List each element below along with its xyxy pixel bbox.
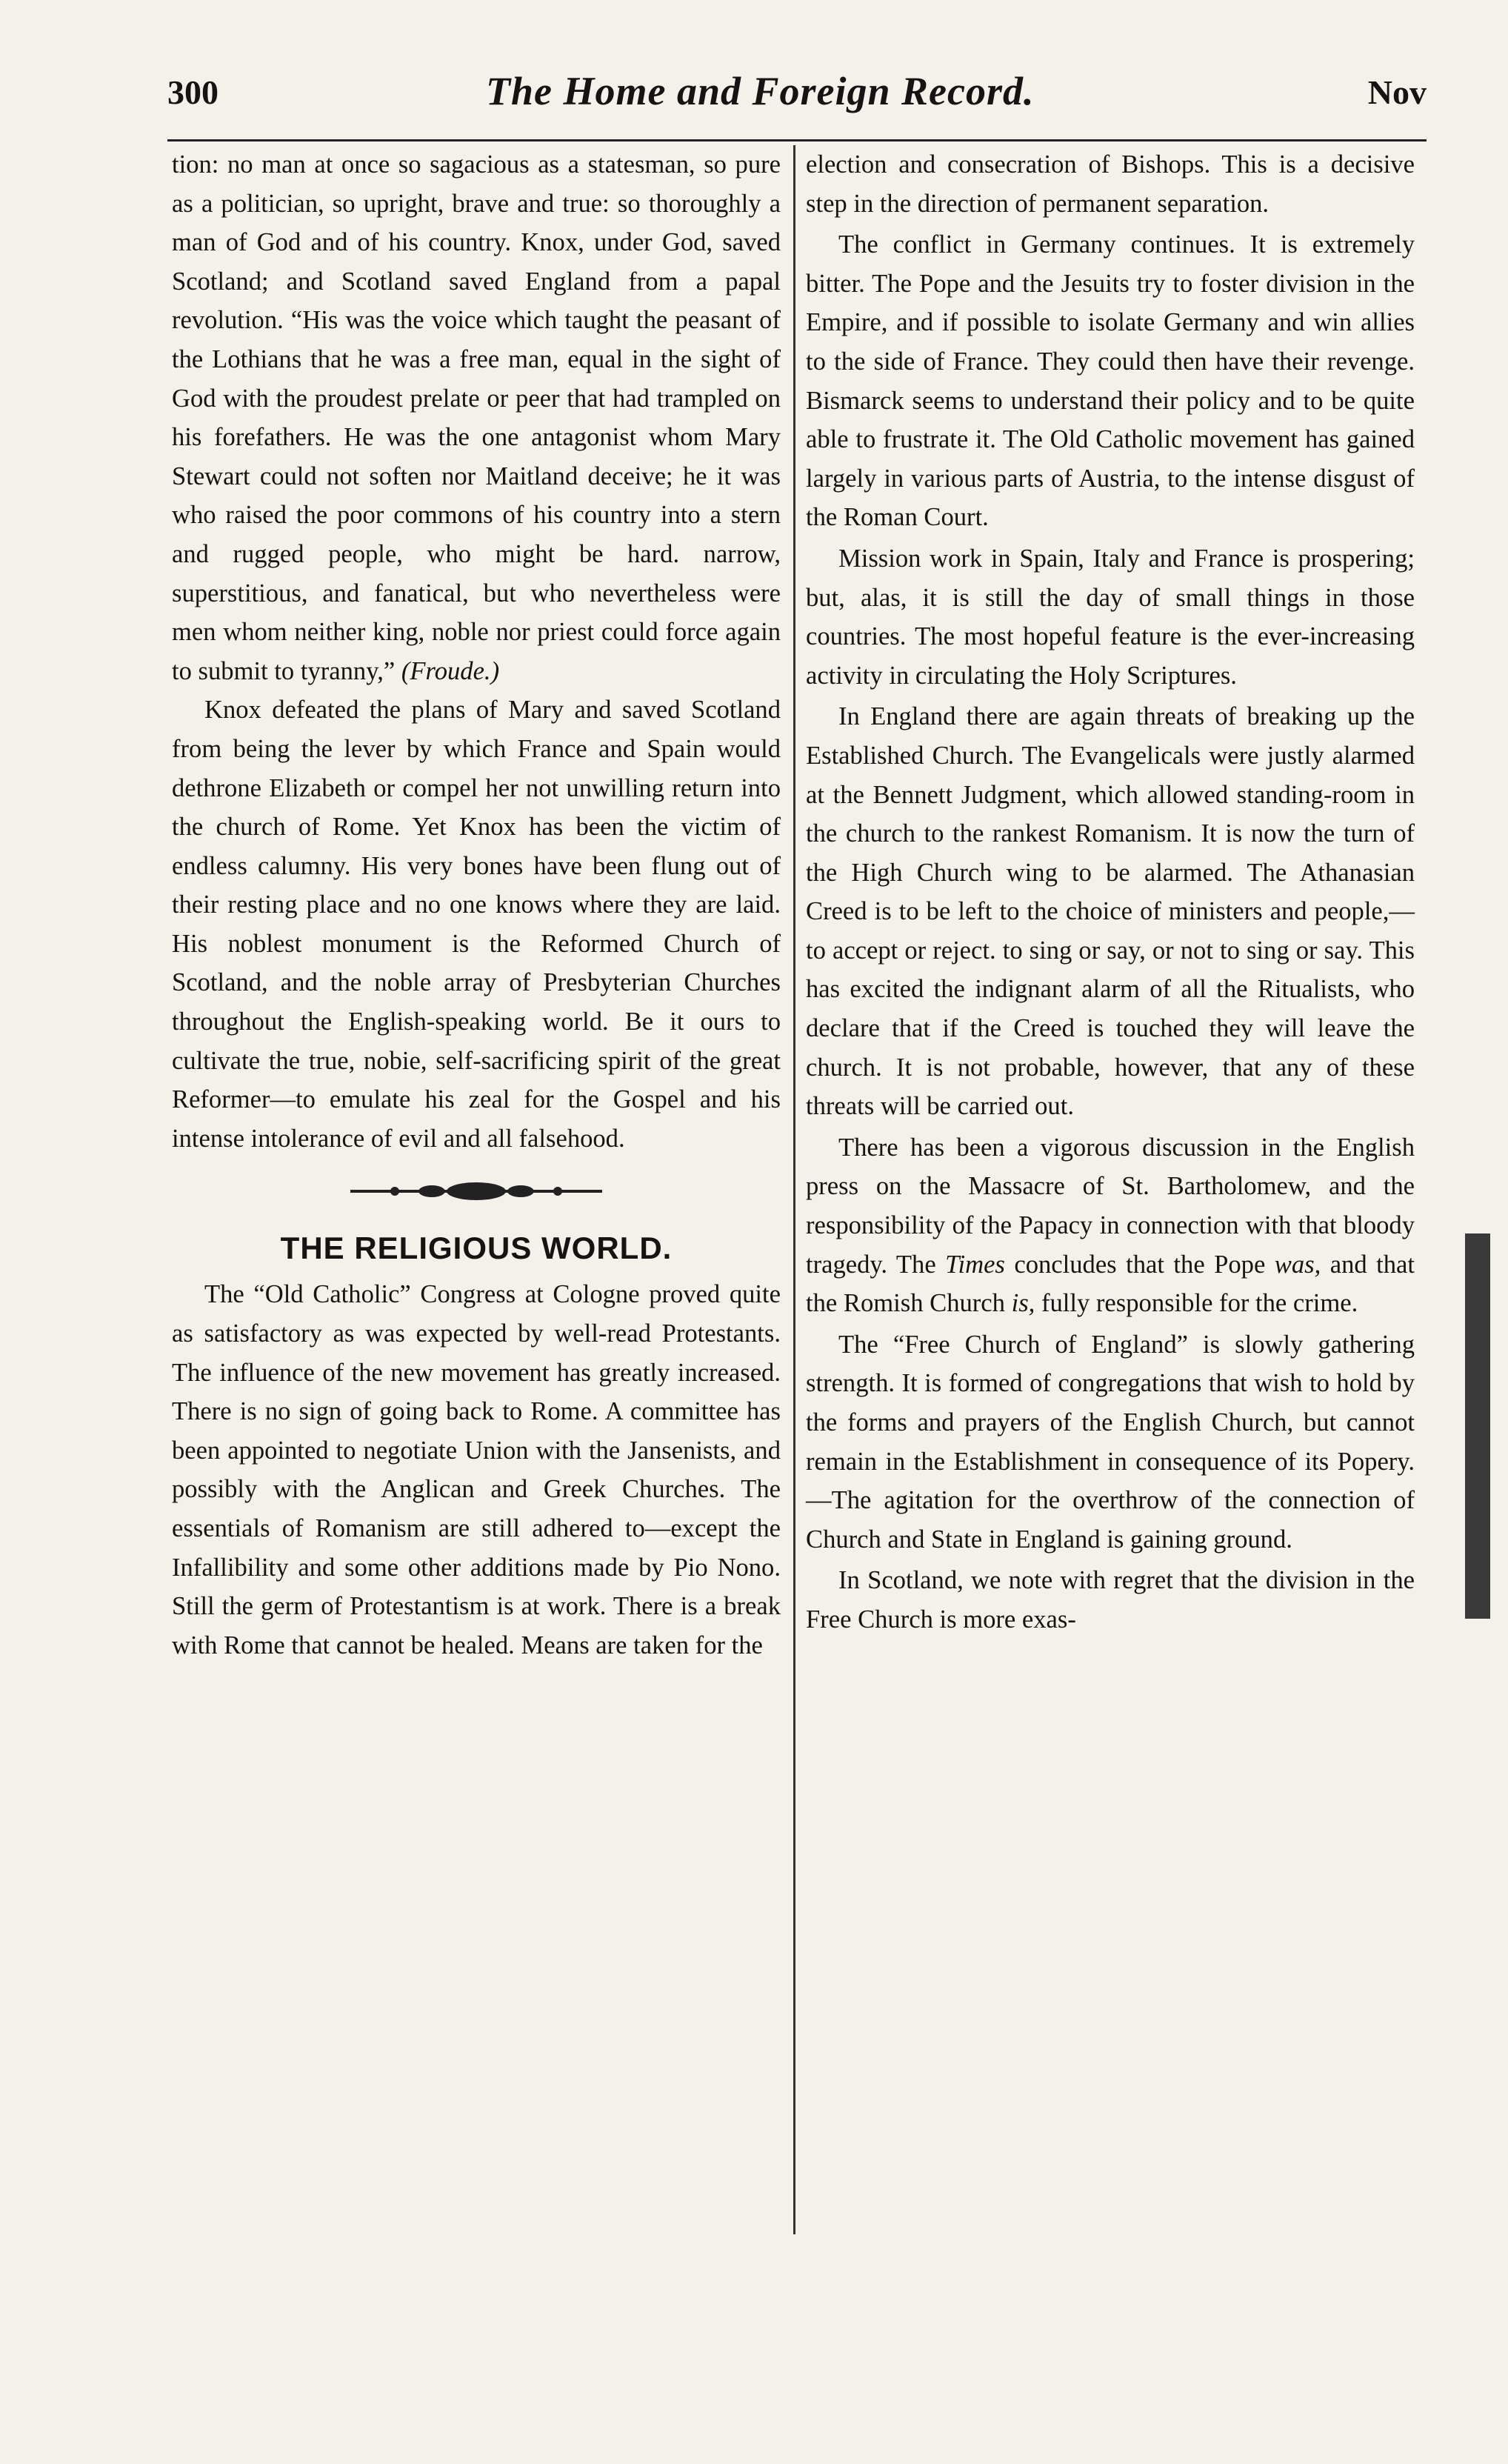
ornamental-divider-icon [172,1158,781,1225]
header-rule [167,139,1427,141]
paragraph: In Scotland, we note with regret that the division in the Free Church is more exas- [806,1566,1415,1634]
right-column [806,145,1415,1639]
page-number: 300 [167,73,218,111]
italic-text: was, [1274,1250,1321,1279]
italic-text: Times [945,1250,1005,1279]
paragraph [806,1128,1415,1323]
section-heading: THE RELIGIOUS WORLD. [280,1231,673,1266]
margin-scan-mark [1465,1233,1490,1619]
paragraph: In England there are again threats of breaking up the Established Church. The Evangelicals were justly alarmed at the Bennett Judgment, which allowed standing-room in the church to the rankest Romanism. It is now the turn of the High Church wing to be alarmed. The Athanasian Creed is to be left to the choice of ministers and people,—to accept or reject. to sing or say, or not to sing or say. This has excited the indignant alarm of all the Ritualists, who declare that if the Creed is touched they will leave the church. It is not probable, however, that any of these threats will be carried out. [806,702,1415,1121]
paragraph: The conflict in Germany continues. It is extremely bitter. The Pope and the Jesuits try to foster division in the Empire, and if possible to isolate Germany and win allies to the side of France. They could then have their revenge. Bismarck seems to understand their policy and to be quite able to frustrate it. The Old Catholic movement has gained largely in various parts of Austria, to the intense disgust of the Roman Court. [806,230,1415,532]
column-rule [793,145,795,2234]
source-citation: (Froude.) [401,656,500,685]
paragraph: Mission work in Spain, Italy and France is prospering; but, alas, it is still the day of small things in those countries. The most hopeful feature is the ever-increasing activity in circulating the Holy Scriptures. [806,544,1415,690]
paragraph: The “Free Church of England” is slowly gathering strength. It is formed of congregations that wish to hold by the forms and prayers of the English Church, but cannot remain in the Establishment in consequence of its Popery.—The agitation for the overthrow of the connection of Church and State in England is gaining ground. [806,1330,1415,1554]
paragraph-text: tion: no man at once so sagacious as a statesman, so pure as a politician, so upright, brave and true: so thoroughly a man of God and of his country. Knox, under God, saved Scotland; and Scotland saved England from a papal revolution. “His was the voice which taught the peasant of the Lothians that he was a free man, equal in the sight of God with the proudest prelate or peer that had trampled on his forefathers. He was the one antagonist whom Mary Stewart could not soften nor Maitland deceive; he it was who raised the poor commons of his country into a stern and rugged people, who might be hard. narrow, superstitious, and fanatical, but who nevertheless were men whom neither king, noble nor priest could force again to submit to tyranny,” [172,150,781,685]
paragraph-text: and that the Romish Church [806,1250,1415,1318]
paragraph [172,145,781,690]
paragraph: election and consecration of Bishops. This is a decisive step in the direction of permanent separation. [806,150,1415,218]
running-title: The Home and Foreign Record. [486,69,1035,113]
left-column [172,145,781,1665]
paragraph-text: concludes that the Pope [1014,1250,1266,1279]
italic-text: is, [1011,1289,1035,1318]
paragraph: Knox defeated the plans of Mary and saved Scotland from being the lever by which France and Spain would dethrone Elizabeth or compel her not unwilling return into the church of Rome. Yet Knox has been the victim of endless calumny. His very bones have been flung out of their resting place and no one knows where they are laid. His noblest monument is the Reformed Church of Scotland, and the noble array of Presbyterian Churches throughout the English-speaking world. Be it ours to cultivate the true, nobie, self-sacrificing spirit of the great Reformer—to emulate his zeal for the Gospel and his intense intolerance of evil and all falsehood. [172,696,781,1153]
running-month: Nov [1367,73,1427,111]
paragraph-text: fully responsible for the crime. [1041,1289,1358,1318]
paragraph: The “Old Catholic” Congress at Cologne proved quite as satisfactory as was expected by well-read Protestants. The influence of the new movement has greatly increased. There is no sign of going back to Rome. A committee has been appointed to negotiate Union with the Jansenists, and possibly with the Anglican and Greek Churches. The essentials of Romanism are still adhered to—except the Infallibility and some other additions made by Pio Nono. Still the germ of Protestantism is at work. There is a break with Rome that cannot be healed. Means are taken for the [172,1280,781,1659]
paragraph-text: There has been a vigorous discussion in the English press on the Massacre of St. Bartholomew, and the responsibility of the Papacy in connection with that bloody tragedy. The [806,1133,1415,1279]
running-header [167,68,1427,120]
